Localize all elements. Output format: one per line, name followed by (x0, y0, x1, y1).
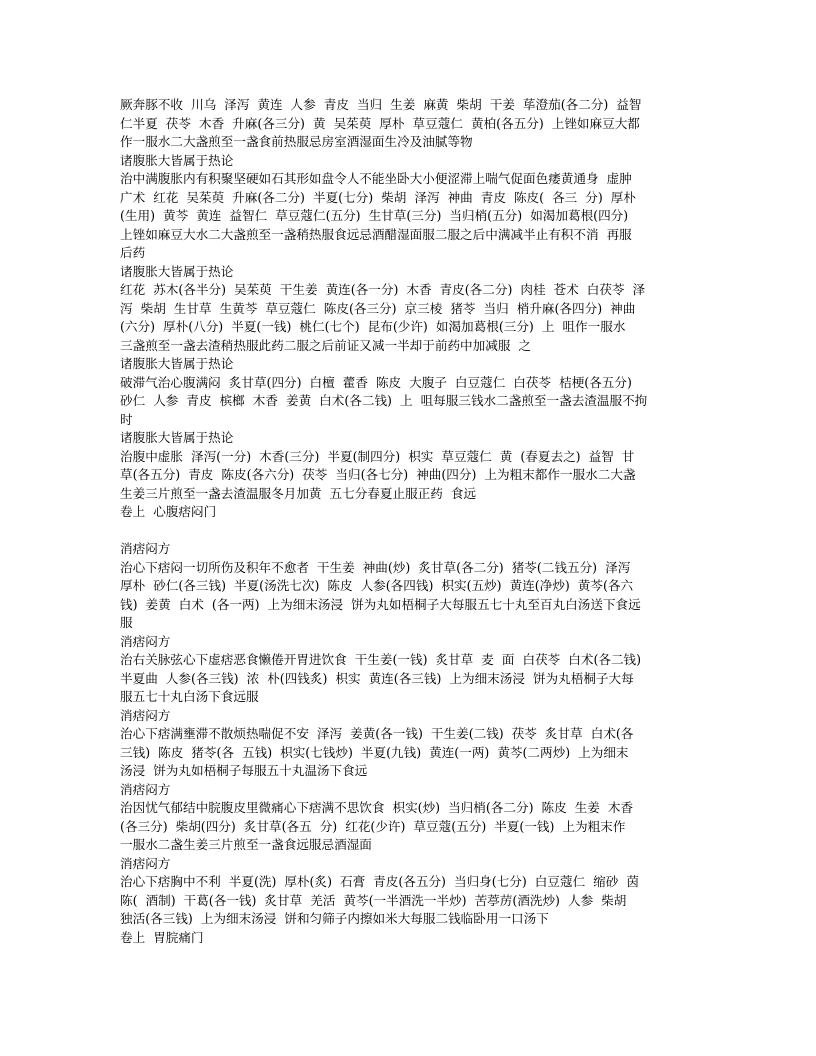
text-line: 生姜三片煎至一盏去渣温服冬月加黄 五七分春夏止服正药 食远 (120, 485, 477, 501)
text-line: 时 (120, 411, 133, 427)
text-line: 消痞闷方 (120, 541, 171, 556)
text-line: (各三分) 柴胡(四分) 炙甘草(各五 分) 红花(少许) 草豆蔻(五分) 半夏(一钱) 上为粗末作 (120, 818, 626, 834)
text-line: 服五七十丸白汤下食远服 (120, 689, 259, 704)
text-line: 诸腹胀大皆属于热论 (120, 430, 234, 445)
text-line: 上锉如麻豆大水二大盏煎至一盏稍热服食远忌酒醋湿面服二服之后中满减半止有积不消 再服 (120, 226, 632, 242)
text-line: 消痞闷方 (120, 633, 171, 649)
text-line: 治腹中虚胀 泽泻(一分) 木香(三分) 半夏(制四分) 枳实 草豆蔻仁 黄 (春夏去之) 益智 甘 (120, 448, 635, 464)
text-line: 治因忧气郁结中脘腹皮里微痛心下痞满不思饮食 枳实(炒) 当归梢(各二分) 陈皮 生姜 木香 (120, 800, 634, 815)
text-line: 诸腹胀大皆属于热论 (120, 263, 234, 279)
text-line: 破滞气治心腹满闷 炙甘草(四分) 白檀 藿香 陈皮 大腹子 白豆蔻仁 白茯苓 桔梗(各五分) (120, 374, 632, 390)
text-line: 服 (120, 615, 133, 630)
text-line: 陈( 酒制) 干葛(各一钱) 炙甘草 羌活 黄芩(一半酒洗一半炒) 苦葶苈(酒洗炒) 人参 柴胡 (120, 892, 627, 908)
text-line: (六分) 厚朴(八分) 半夏(一钱) 桃仁(七个) 昆布(少许) 如渴加葛根(三分) 上 咀作一服水 (120, 319, 626, 334)
text-line: 厥奔豚不收 川乌 泽泻 黄连 人参 青皮 当归 生姜 麻黄 柴胡 干姜 荜澄茄(各二分) 益智 (120, 97, 642, 112)
blank-line (120, 522, 700, 541)
text-line: 一服水二盏生姜三片煎至一盏食远服忌酒湿面 (120, 837, 372, 852)
text-line: 后药 (120, 245, 146, 260)
text-line: 作一服水二大盏煎至一盏食前热服忌房室酒湿面生冷及油腻等物 (120, 134, 473, 149)
text-line: 仁半夏 茯苓 木香 升麻(各三分) 黄 吴茱萸 厚朴 草豆蔻仁 黄柏(各五分) 上锉如麻豆大都 (120, 115, 640, 131)
text-line: 卷上 胃脘痛门 (120, 929, 204, 945)
text-line: (生用) 黄芩 黄连 益智仁 草豆蔻仁(五分) 生甘草(三分) 当归梢(五分) 如渴加葛根(四分) (120, 208, 629, 223)
text-line: 治中满腹胀内有积聚坚硬如石其形如盘令人不能坐卧大小便涩滞上喘气促面色痿黄通身 虚肿 (120, 171, 632, 186)
text-line: 消痞闷方 (120, 781, 171, 797)
text-line: 治右关脉弦心下虚痞恶食懒倦开胃进饮食 干生姜(一钱) 炙甘草 麦 面 白茯苓 白术(各二钱) (120, 652, 642, 667)
text-line: 汤浸 饼为丸如梧桐子每服五十丸温汤下食远 (120, 763, 368, 778)
text-line: 消痞闷方 (120, 855, 171, 871)
text-line: 消痞闷方 (120, 707, 171, 723)
text-line: 诸腹胀大皆属于热论 (120, 356, 234, 371)
text-line: 钱) 姜黄 白术 (各一两) 上为细末汤浸 饼为丸如梧桐子大每服五七十丸至百丸白汤送下食远 (120, 596, 641, 612)
text-line: 治心下痞闷一切所伤及积年不愈者 干生姜 神曲(炒) 炙甘草(各二分) 猪苓(二钱五分) 泽泻 (120, 559, 631, 575)
text-line: 草(各五分) 青皮 陈皮(各六分) 茯苓 当归(各七分) 神曲(四分) 上为粗末都作一服水二大盏 (120, 467, 636, 482)
text-line: 砂仁 人参 青皮 槟榔 木香 姜黄 白术(各二钱) 上 咀每服三钱水二盏煎至一盏去渣温服不拘 (120, 393, 648, 408)
text-line: 泻 柴胡 生甘草 生黄芩 草豆蔻仁 陈皮(各三分) 京三棱 猪苓 当归 梢升麻(各四分) 神曲 (120, 300, 636, 316)
text-line: 三钱) 陈皮 猪苓(各 五钱) 枳实(七钱炒) 半夏(九钱) 黄连(一两) 黄芩(二两炒) 上为细末 (120, 744, 629, 760)
text-line: 独活(各三钱) 上为细末汤浸 饼和匀筛子内擦如米大每服二钱临卧用一口汤下 (120, 911, 549, 926)
text-line: 卷上 心腹痞闷门 (120, 504, 217, 519)
text-line: 红花 苏木(各半分) 吴茱萸 干生姜 黄连(各一分) 木香 青皮(各二分) 肉桂 苍术 白茯苓 泽 (120, 282, 646, 297)
text-line: 半夏曲 人参(各三钱) 浓 朴(四钱炙) 枳实 黄连(各三钱) 上为细末汤浸 饼为丸梧桐子大每 (120, 670, 634, 686)
text-line: 诸腹胀大皆属于热论 (120, 152, 234, 168)
text-line: 治心下痞胸中不利 半夏(洗) 厚朴(炙) 石膏 青皮(各五分) 当归身(七分) 白豆蔻仁 缩砂 茵 (120, 874, 639, 889)
text-line: 治心下痞满壅滞不散烦热喘促不安 泽泻 姜黄(各一钱) 干生姜(二钱) 茯苓 炙甘草 白术(各 (120, 726, 634, 741)
text-line: 广术 红花 吴茱萸 升麻(各二分) 半夏(七分) 柴胡 泽泻 神曲 青皮 陈皮( 各三 分) 厚朴 (120, 189, 636, 205)
text-line: 三盏煎至一盏去渣稍热服此药二服之后前证又减一半却于前药中加减服 之 (120, 337, 532, 353)
text-line: 厚朴 砂仁(各三钱) 半夏(汤洗七次) 陈皮 人参(各四钱) 枳实(五炒) 黄连(净炒) 黄芩(各六 (120, 578, 634, 593)
document-page (120, 96, 700, 947)
